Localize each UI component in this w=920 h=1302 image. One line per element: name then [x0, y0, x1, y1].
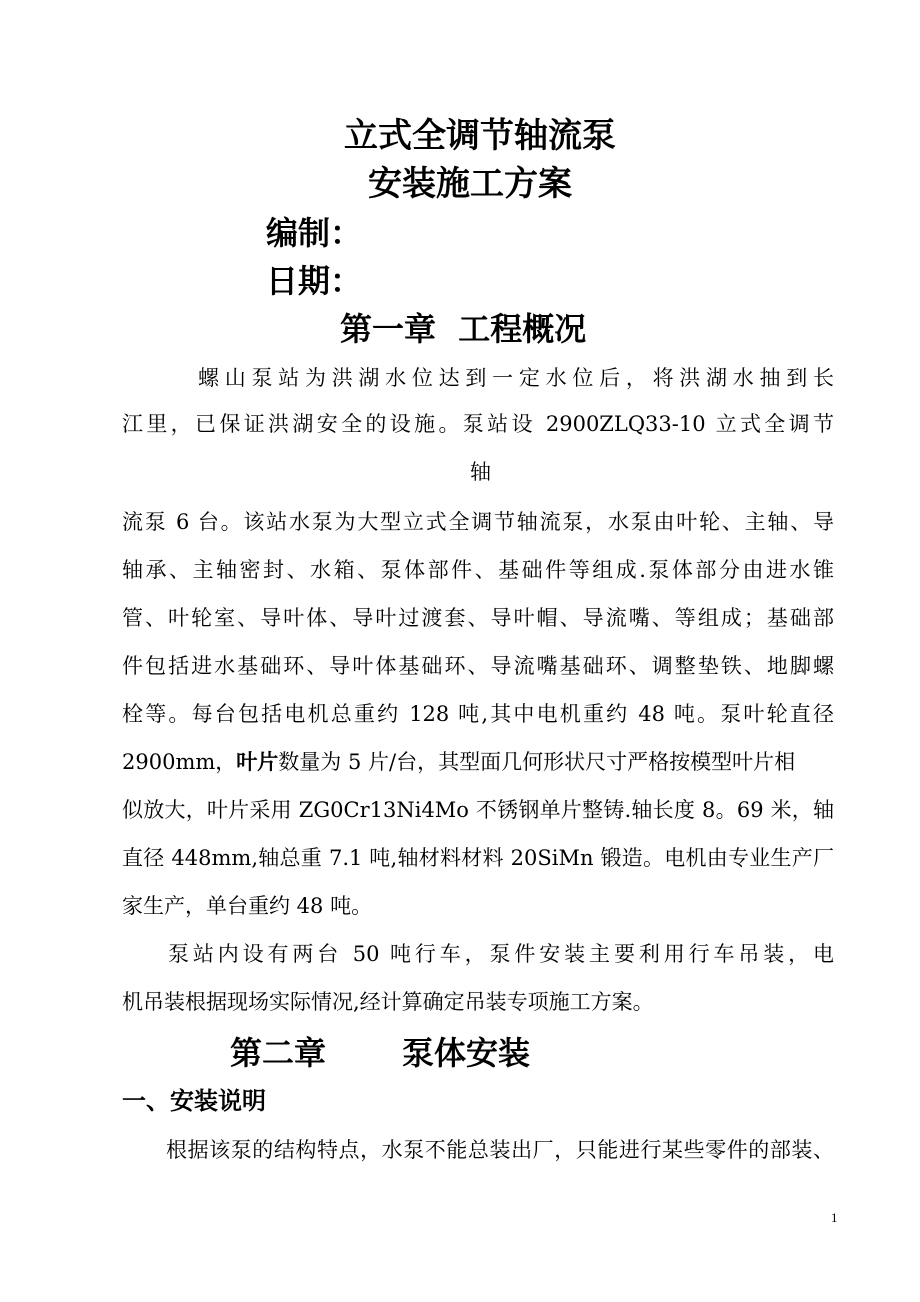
chapter1-line-3: 轴 [470, 460, 491, 484]
doc-title-line1: 立式全调节轴流泵 [344, 116, 616, 156]
chapter1-line-14: 机吊装根据现场实际情况,经计算确定吊装专项施工方案。 [122, 990, 654, 1014]
page-number: 1 [831, 1210, 838, 1225]
chapter1-line-1: 螺山泵站为洪湖水位达到一定水位后，将洪湖水抽到长 [198, 366, 834, 390]
section1-line-1: 根据该泵的结构特点，水泵不能总装出厂，只能进行某些零件的部装、 [166, 1138, 834, 1162]
section1-heading: 一、安装说明 [122, 1087, 266, 1115]
chapter1-line-7: 件包括进水基础环、导叶体基础环、导流嘴基础环、调整垫铁、地脚螺 [122, 654, 834, 678]
chapter1-line-8: 栓等。每台包括电机总重约 128 吨,其中电机重约 48 吨。泵叶轮直径 [122, 702, 834, 726]
author-label: 编制： [266, 214, 363, 252]
chapter1-line-10: 似放大，叶片采用 ZG0Cr13Ni4Mo 不锈钢单片整铸.轴长度 8。69 米，轴 [122, 798, 834, 822]
chapter2-heading-title: 泵体安装 [402, 1034, 531, 1072]
chapter1-line-9 [122, 748, 834, 776]
chapter1-heading: 第一章 工程概况 [340, 310, 587, 348]
chapter1-line-6: 管、叶轮室、导叶体、导叶过渡套、导叶帽、导流嘴、等组成；基础部 [122, 606, 834, 630]
chapter1-line-2: 江里，已保证洪湖安全的设施。泵站设 2900ZLQ33-10 立式全调节 [122, 412, 834, 436]
chapter1-line-13: 泵站内设有两台 50 吨行车，泵件安装主要利用行车吊装，电 [168, 942, 834, 966]
chapter2-heading-number: 第二章 [230, 1034, 327, 1072]
line9-bold: 叶片 [236, 749, 279, 774]
chapter1-line-11: 直径 448mm,轴总重 7.1 吨,轴材料材料 20SiMn 锻造。电机由专业生产厂 [122, 846, 834, 870]
chapter1-line-5: 轴承、主轴密封、水箱、泵体部件、基础件等组成.泵体部分由进水锥 [122, 558, 834, 582]
date-label: 日期： [266, 262, 363, 300]
line9-rest: 数量为 5 片/台，其型面几何形状尺寸严格按模型叶片相 [278, 750, 796, 774]
chapter1-line-4: 流泵 6 台。该站水泵为大型立式全调节轴流泵，水泵由叶轮、主轴、导 [122, 510, 834, 534]
line9-prefix: 2900mm， [122, 750, 237, 774]
doc-title-line2: 安装施工方案 [368, 164, 572, 204]
chapter1-line-12: 家生产，单台重约 48 吨。 [122, 894, 373, 918]
